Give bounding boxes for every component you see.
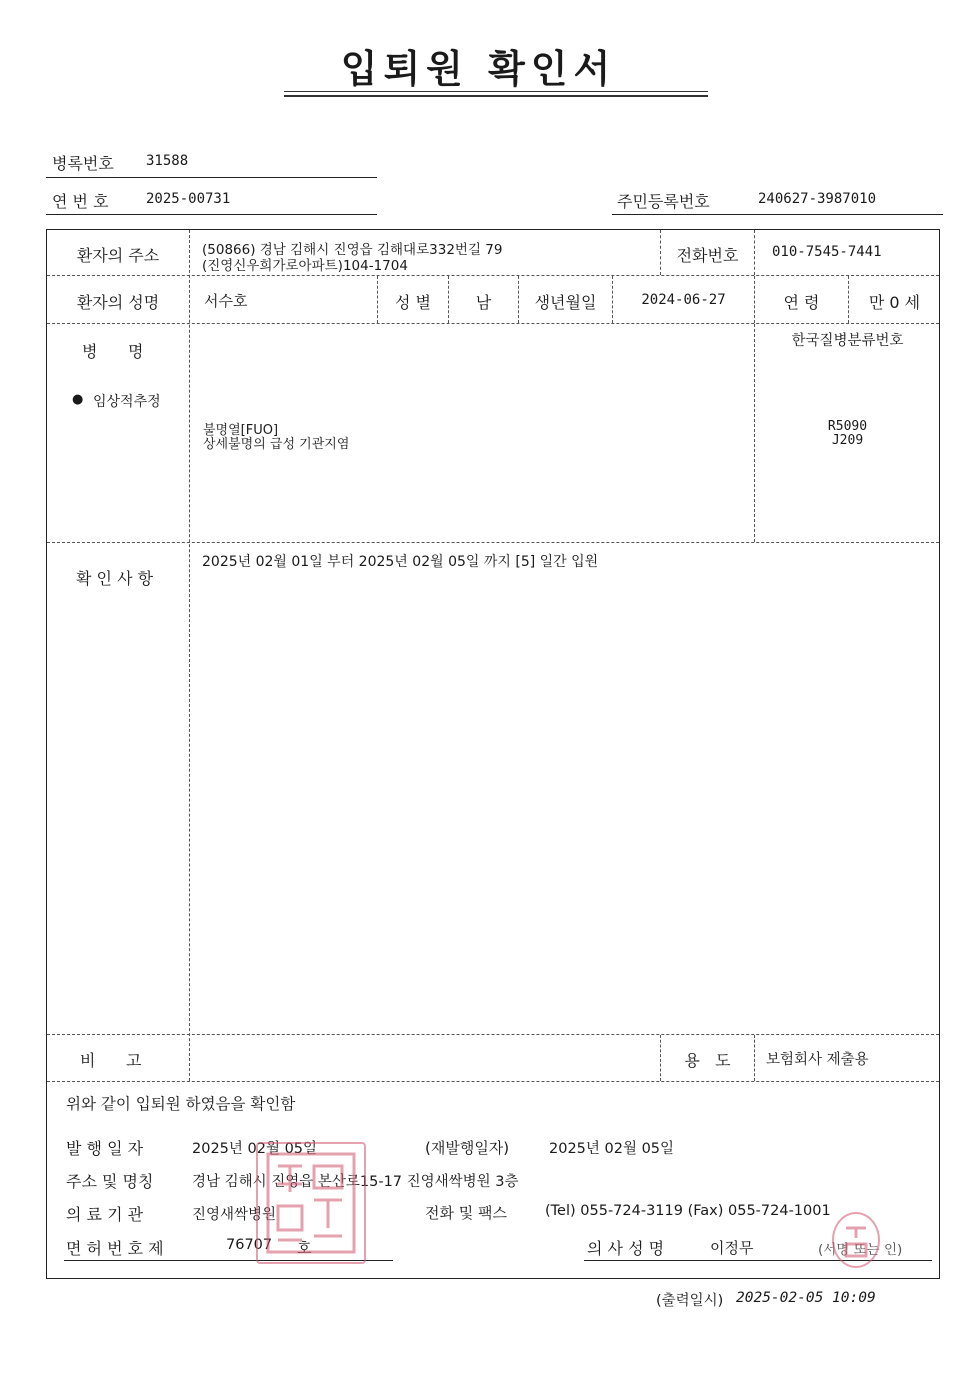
contact-label: 전화 및 팩스 <box>425 1204 507 1222</box>
address-line2: (진영신우희가로아파트)104-1704 <box>202 258 408 274</box>
address-label: 환자의 주소 <box>76 246 160 265</box>
rrn-underline <box>612 214 943 215</box>
main-table-frame <box>46 229 940 1279</box>
address-line1: (50866) 경남 김해시 진영읍 김해대로332번길 79 <box>202 242 503 258</box>
serial-number-value: 2025-00731 <box>146 191 231 207</box>
hospital-address-value: 경남 김해시 진영읍 본산로15-17 진영새싹병원 3층 <box>192 1174 519 1190</box>
issue-date-value: 2025년 02월 05일 <box>192 1141 318 1157</box>
record-number-value: 31588 <box>146 153 189 169</box>
title-underline-bold <box>284 95 708 97</box>
col-divider <box>754 230 755 275</box>
diagnosis-item: 불명열[FUO] <box>203 423 279 438</box>
row-divider <box>47 1081 939 1082</box>
dob-value: 2024-06-27 <box>641 292 726 308</box>
printed-label: (출력일시) <box>656 1293 724 1309</box>
hospital-seal-stamp <box>256 1142 366 1264</box>
purpose-value: 보험회사 제출용 <box>766 1052 869 1068</box>
reissue-value: 2025년 02월 05일 <box>549 1141 675 1157</box>
institution-value: 진영새싹병원 <box>192 1207 277 1223</box>
age-label: 연 령 <box>783 293 820 312</box>
row-divider <box>47 323 939 324</box>
reissue-label: (재발행일자) <box>425 1139 510 1157</box>
doctor-name-value: 이정무 <box>710 1239 754 1257</box>
doctor-seal-stamp <box>832 1212 880 1268</box>
institution-label: 의 료 기 관 <box>66 1205 144 1224</box>
confirm-text: 2025년 02월 01일 부터 2025년 02월 05일 까지 [5] 일간 입원 <box>202 554 599 570</box>
license-suffix: 호 <box>297 1239 312 1257</box>
contact-value: (Tel) 055-724-3119 (Fax) 055-724-1001 <box>545 1203 831 1219</box>
bullet-icon: ● <box>72 392 84 407</box>
serial-underline <box>46 214 377 215</box>
row-divider <box>47 275 939 276</box>
row-divider <box>47 542 939 543</box>
sex-value: 남 <box>475 293 492 312</box>
kcd-code: J209 <box>831 433 864 448</box>
document-title: 입퇴원 확인서 <box>340 47 617 91</box>
doctor-underline <box>584 1260 932 1261</box>
license-label: 면 허 번 호 제 <box>66 1239 164 1258</box>
kcd-code: R5090 <box>827 419 868 434</box>
remarks-label: 비 고 <box>80 1051 142 1070</box>
hospital-address-label: 주소 및 명칭 <box>66 1172 154 1191</box>
dob-label: 생년월일 <box>534 293 597 312</box>
diagnosis-item: 상세불명의 급성 기관지염 <box>203 437 350 452</box>
row-divider <box>47 1034 939 1035</box>
record-underline <box>46 177 377 178</box>
confirmation-statement: 위와 같이 입퇴원 하였음을 확인함 <box>66 1095 296 1113</box>
serial-number-label: 연 번 호 <box>52 192 109 211</box>
col-divider <box>189 230 190 1081</box>
sex-label: 성 별 <box>395 293 431 312</box>
name-label: 환자의 성명 <box>76 293 160 312</box>
title-underline <box>284 91 708 92</box>
rrn-value: 240627-3987010 <box>758 191 877 207</box>
confirm-label: 확 인 사 항 <box>76 569 154 588</box>
phone-label: 전화번호 <box>676 246 739 265</box>
phone-value: 010-7545-7441 <box>772 244 882 260</box>
rrn-label: 주민등록번호 <box>617 192 710 211</box>
purpose-label: 용 도 <box>684 1051 731 1070</box>
printed-value: 2025-02-05 10:09 <box>736 1290 876 1306</box>
signature-label: (서명 또는 인) <box>818 1242 903 1258</box>
clinical-estimate-label: 임상적추정 <box>93 394 161 410</box>
age-value: 만 0 세 <box>868 293 921 312</box>
issue-date-label: 발 행 일 자 <box>66 1139 144 1158</box>
diagnosis-label: 병 명 <box>82 342 144 361</box>
license-value: 76707 <box>226 1237 273 1253</box>
doctor-name-label: 의 사 성 명 <box>587 1239 665 1258</box>
record-number-label: 병록번호 <box>52 154 114 173</box>
col-divider <box>754 1035 755 1081</box>
name-value: 서수호 <box>204 292 248 310</box>
kcd-label: 한국질병분류번호 <box>791 333 904 349</box>
